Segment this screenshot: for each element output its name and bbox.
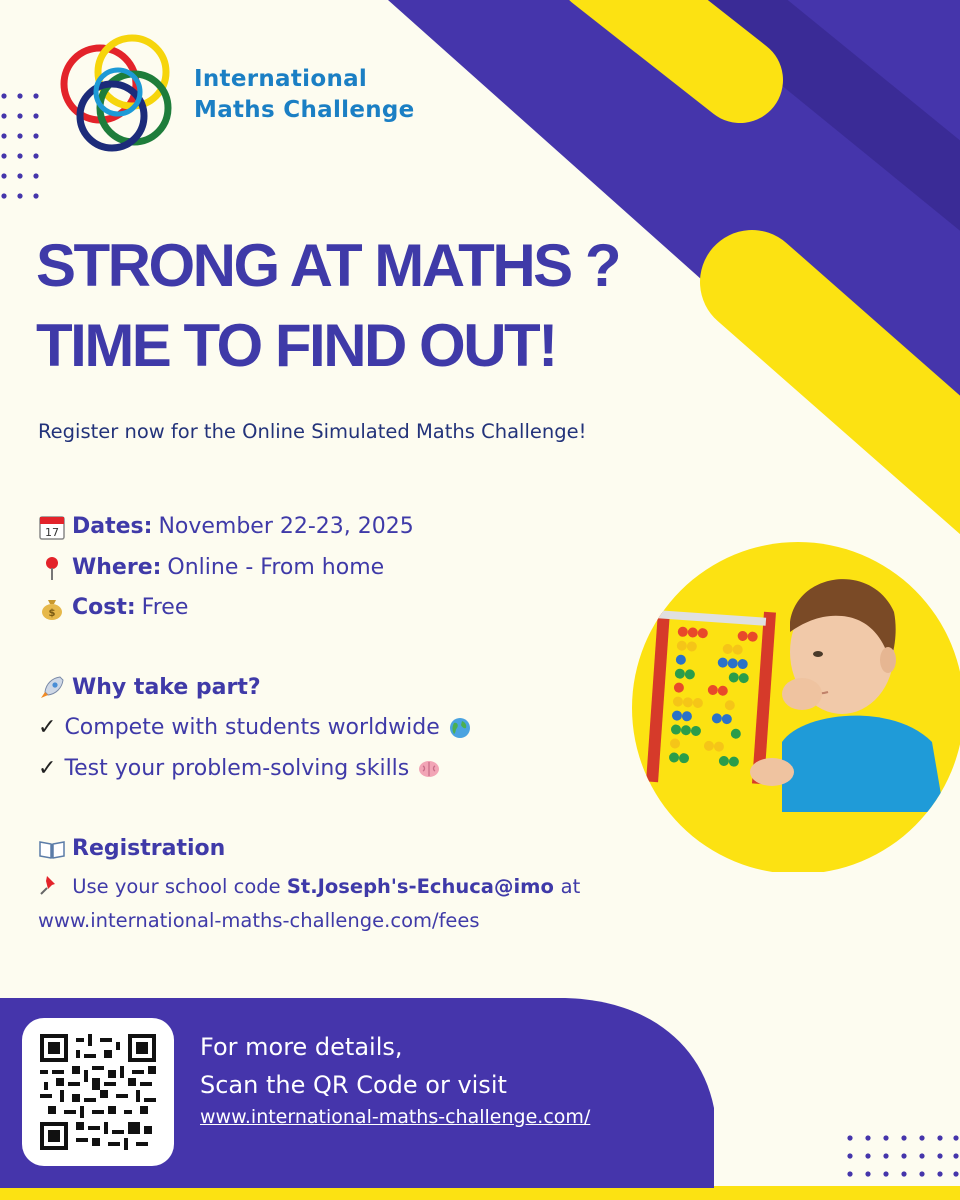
cost-row (38, 593, 188, 623)
why-point-1 (38, 713, 472, 743)
why-point-2 (38, 754, 441, 784)
registration-fees-url[interactable]: www.international-maths-challenge.com/fees (38, 909, 480, 932)
footer-line-1: For more details, (200, 1033, 403, 1061)
book-icon (38, 835, 66, 863)
dot-grid-bottom-right (846, 1134, 960, 1186)
yellow-bottom-strip (0, 1186, 960, 1200)
brand-name (194, 64, 415, 126)
child-abacus-photo (632, 542, 960, 872)
why-heading-row (38, 673, 267, 703)
calendar-icon (38, 513, 66, 541)
checkmark-icon: ✓ (38, 756, 57, 781)
dates-row (38, 512, 414, 542)
why-heading: Why take part? (72, 675, 261, 700)
school-code: St.Joseph's-Echuca@imo (286, 875, 561, 898)
footer-website-link[interactable]: www.international-maths-challenge.com/ (200, 1106, 591, 1128)
brain-icon (417, 757, 441, 781)
logo-rings-icon (52, 30, 182, 154)
money-bag-icon (38, 594, 66, 622)
registration-heading-row (38, 834, 231, 864)
footer-text (200, 1028, 507, 1104)
registration-suffix: at (560, 875, 581, 898)
pushpin-icon (38, 873, 62, 897)
headline-line-2: TIME TO FIND OUT! (36, 312, 556, 379)
svg-text:$: $ (48, 608, 56, 619)
footer-line-2: Scan the QR Code or visit (200, 1071, 507, 1099)
dates-label: Dates: (72, 514, 153, 539)
where-row (38, 553, 384, 583)
registration-prefix: Use your school code (72, 875, 287, 898)
svg-text:17: 17 (45, 526, 59, 539)
cost-value: Free (141, 595, 189, 620)
headline-line-1: STRONG AT MATHS ? (36, 232, 619, 299)
subtitle: Register now for the Online Simulated Maths Challenge! (38, 420, 587, 443)
where-value: Online - From home (167, 555, 385, 580)
checkmark-icon: ✓ (38, 715, 57, 740)
pin-icon (38, 554, 66, 582)
brand-line-1: International (194, 66, 368, 92)
why-point-1-text: Compete with students worldwide (64, 715, 440, 740)
registration-heading: Registration (72, 836, 226, 861)
why-point-2-text: Test your problem-solving skills (64, 756, 410, 781)
dates-value: November 22-23, 2025 (158, 514, 414, 539)
registration-line-1 (38, 872, 580, 902)
qr-code-icon[interactable] (40, 1034, 156, 1150)
where-label: Where: (72, 555, 162, 580)
brand-line-2: Maths Challenge (194, 97, 415, 123)
headline (36, 226, 619, 386)
qr-code-card[interactable] (22, 1018, 174, 1166)
rocket-icon (38, 674, 66, 702)
cost-label: Cost: (72, 595, 136, 620)
globe-icon (448, 716, 472, 740)
dot-grid-top-left (0, 92, 50, 212)
